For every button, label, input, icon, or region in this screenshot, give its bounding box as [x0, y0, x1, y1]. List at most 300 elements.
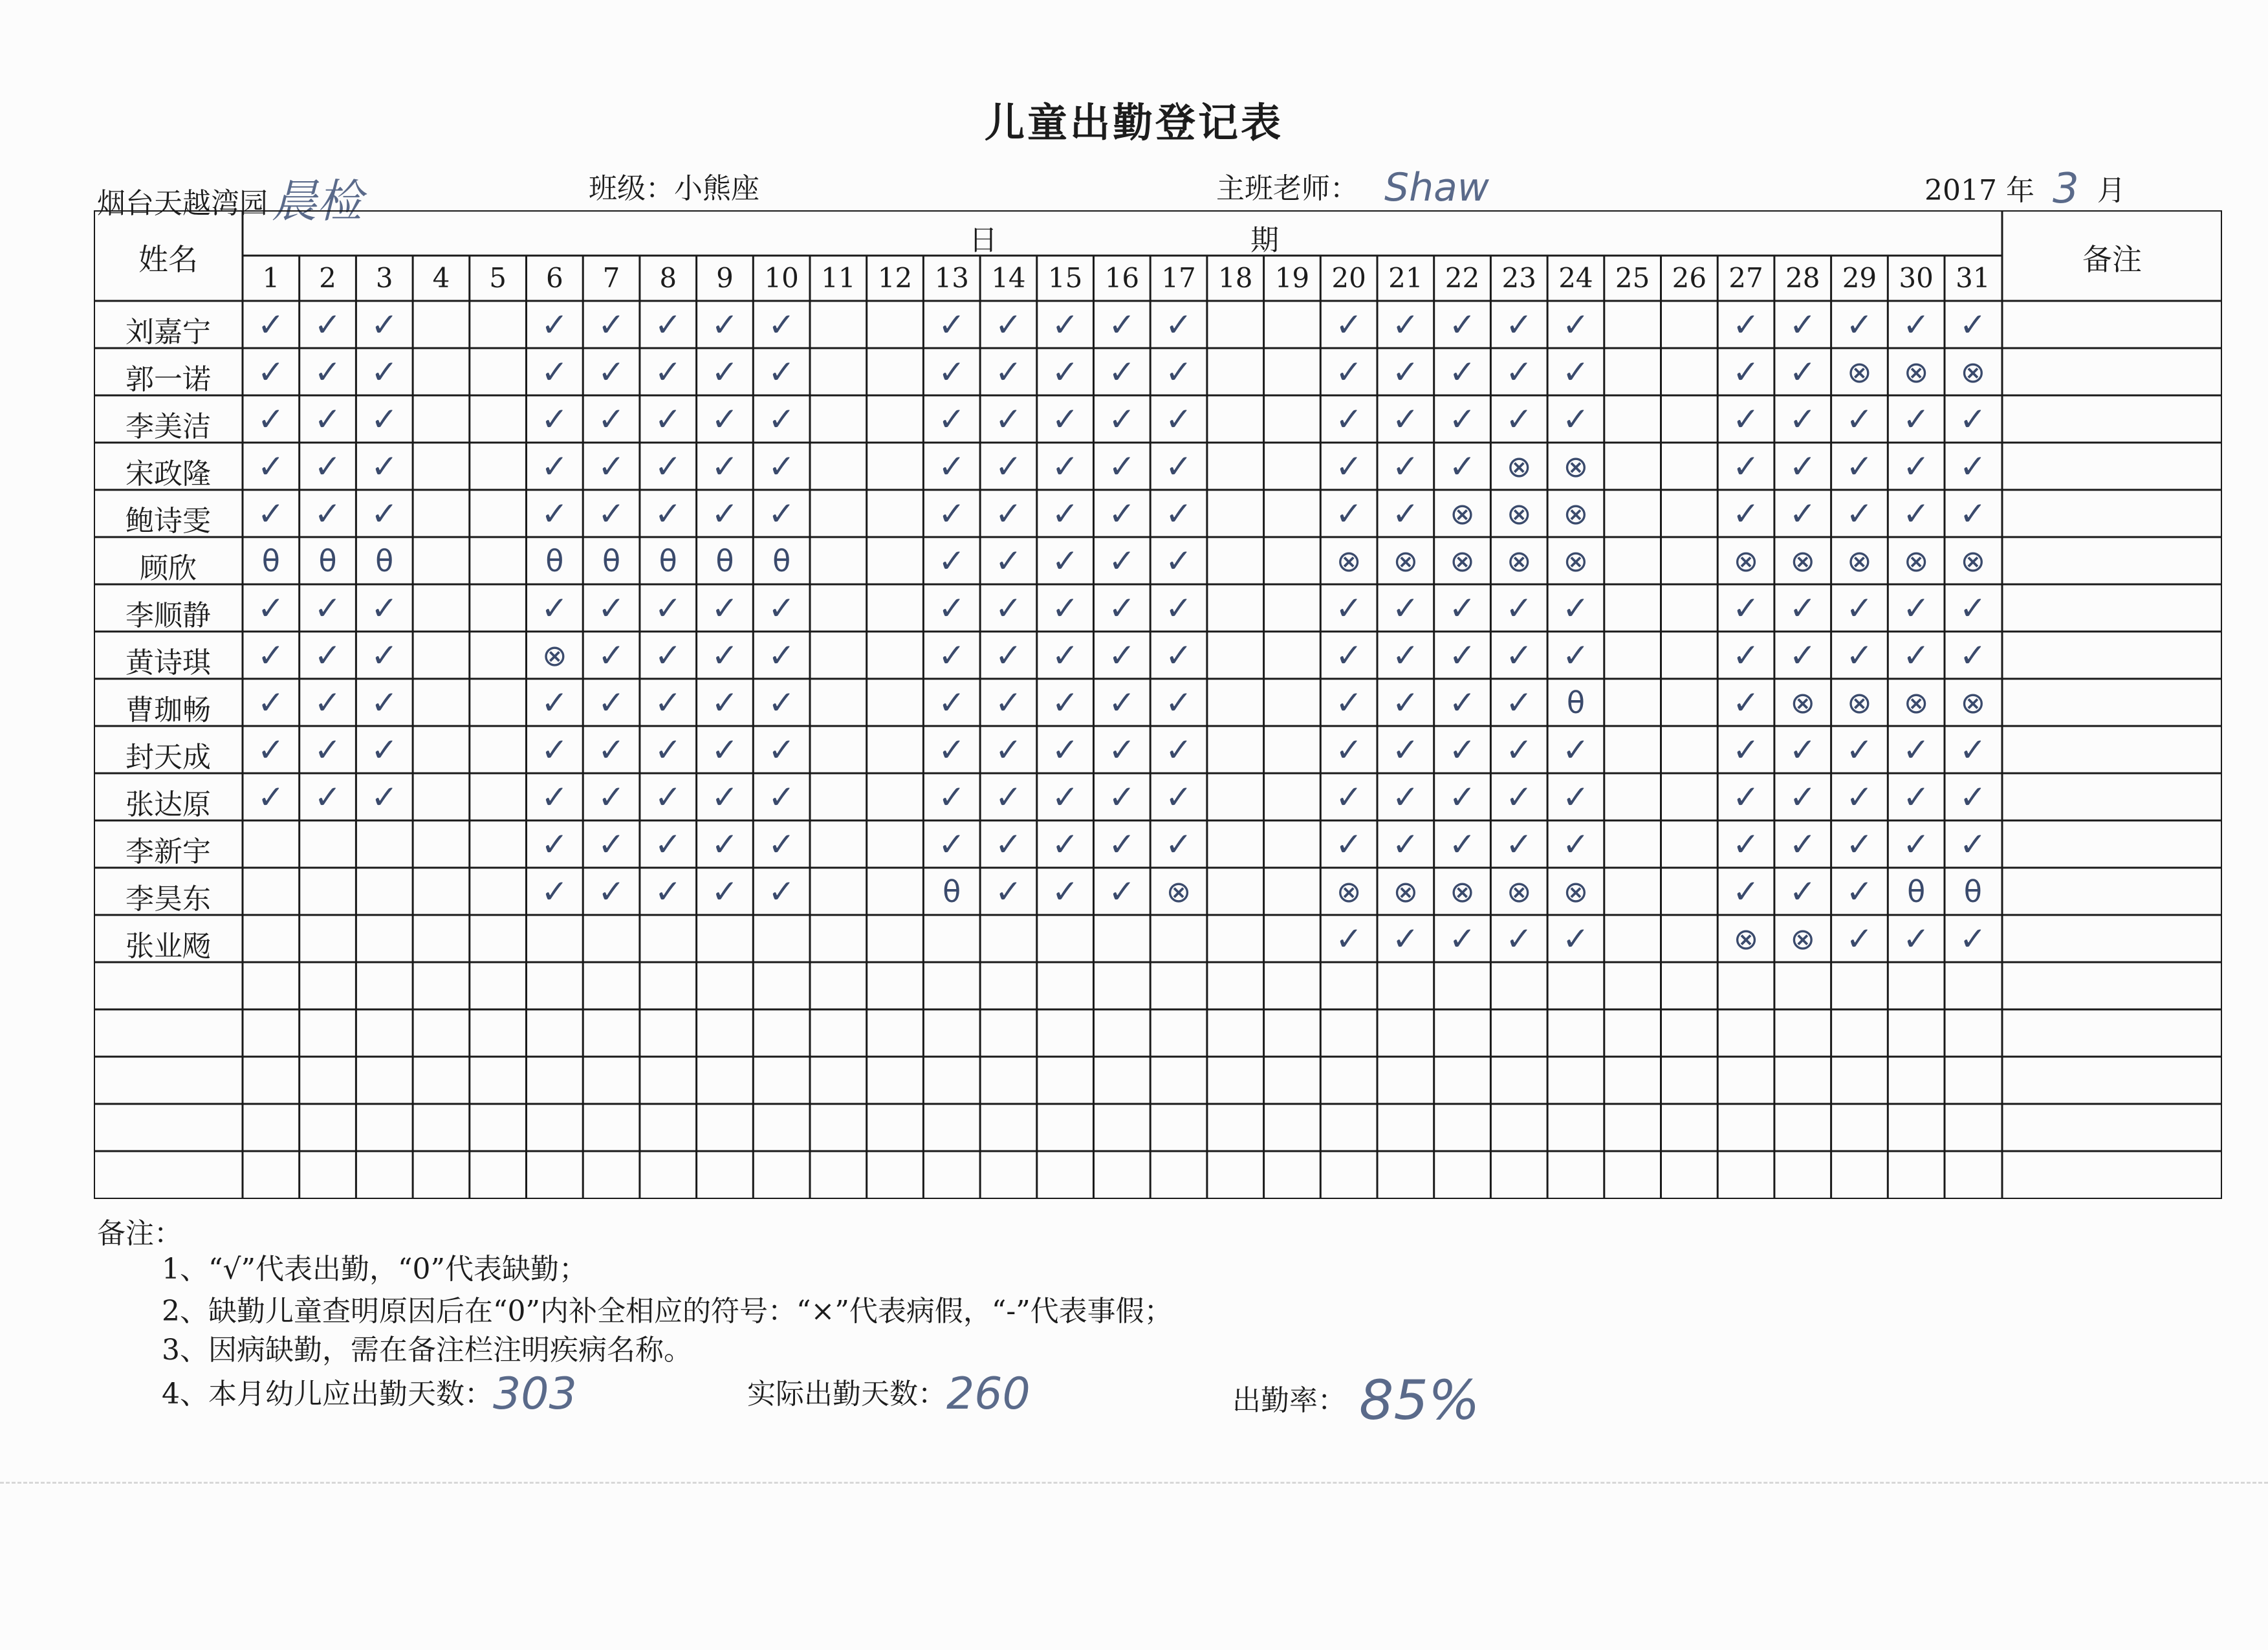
absent-circle-icon: θ [375, 544, 394, 578]
day-number-24: 24 [1558, 262, 1593, 294]
sick-leave-x-icon: ⊗ [1733, 921, 1759, 956]
sick-leave-x-icon: ⊗ [1960, 355, 1986, 390]
student-name: 鲍诗雯 [125, 505, 211, 538]
present-check-icon: ✓ [1108, 873, 1136, 910]
present-check-icon: ✓ [541, 495, 569, 533]
sick-leave-x-icon: ⊗ [1393, 874, 1419, 909]
present-check-icon: ✓ [938, 637, 966, 674]
present-check-icon: ✓ [1335, 495, 1363, 533]
present-check-icon: ✓ [1108, 684, 1136, 721]
present-check-icon: ✓ [994, 637, 1022, 674]
present-check-icon: ✓ [768, 495, 796, 533]
day-number-15: 15 [1047, 262, 1083, 294]
present-check-icon: ✓ [1732, 826, 1760, 863]
absent-circle-icon: θ [1963, 874, 1982, 909]
present-check-icon: ✓ [598, 826, 625, 863]
present-check-icon: ✓ [541, 353, 569, 391]
present-check-icon: ✓ [1108, 637, 1136, 674]
present-check-icon: ✓ [938, 353, 966, 391]
present-check-icon: ✓ [654, 353, 682, 391]
present-check-icon: ✓ [257, 495, 285, 533]
present-check-icon: ✓ [994, 684, 1022, 721]
student-name: 曹珈畅 [125, 694, 211, 727]
present-check-icon: ✓ [1108, 448, 1136, 485]
student-name: 李昊东 [125, 883, 211, 916]
present-check-icon: ✓ [1505, 778, 1533, 816]
present-check-icon: ✓ [1165, 684, 1192, 721]
expected-days-value: 303 [493, 1369, 577, 1420]
present-check-icon: ✓ [1903, 495, 1930, 533]
present-check-icon: ✓ [1335, 778, 1363, 816]
absent-circle-icon: θ [602, 544, 621, 578]
present-check-icon: ✓ [541, 306, 569, 344]
day-number-11: 11 [821, 262, 856, 294]
present-check-icon: ✓ [1165, 731, 1192, 769]
sick-leave-x-icon: ⊗ [1506, 496, 1532, 531]
present-check-icon: ✓ [654, 826, 682, 863]
notes-heading: 备注： [97, 1217, 182, 1250]
present-check-icon: ✓ [1789, 495, 1816, 533]
sick-leave-x-icon: ⊗ [1393, 544, 1419, 578]
name-header: 姓名 [138, 242, 198, 277]
present-check-icon: ✓ [598, 731, 625, 769]
teacher-label: 主班老师： [1216, 172, 1358, 205]
present-check-icon: ✓ [1448, 448, 1476, 485]
day-number-30: 30 [1899, 262, 1934, 294]
present-check-icon: ✓ [257, 401, 285, 438]
present-check-icon: ✓ [768, 826, 796, 863]
present-check-icon: ✓ [1846, 778, 1873, 816]
present-check-icon: ✓ [1448, 778, 1476, 816]
present-check-icon: ✓ [1789, 306, 1816, 344]
present-check-icon: ✓ [1108, 826, 1136, 863]
present-check-icon: ✓ [1959, 306, 1987, 344]
present-check-icon: ✓ [1903, 448, 1930, 485]
present-check-icon: ✓ [1846, 826, 1873, 863]
present-check-icon: ✓ [1165, 542, 1192, 580]
present-check-icon: ✓ [1165, 826, 1192, 863]
present-check-icon: ✓ [598, 589, 625, 627]
present-check-icon: ✓ [314, 731, 342, 769]
date-field [1925, 165, 2126, 213]
sick-leave-x-icon: ⊗ [1563, 496, 1589, 531]
student-name: 黄诗琪 [125, 646, 211, 679]
present-check-icon: ✓ [1108, 306, 1136, 344]
present-check-icon: ✓ [541, 873, 569, 910]
day-number-23: 23 [1501, 262, 1536, 294]
present-check-icon: ✓ [257, 448, 285, 485]
present-check-icon: ✓ [314, 589, 342, 627]
present-check-icon: ✓ [1789, 873, 1816, 910]
day-number-28: 28 [1785, 262, 1820, 294]
sick-leave-x-icon: ⊗ [1790, 544, 1815, 578]
present-check-icon: ✓ [1846, 589, 1873, 627]
sick-leave-x-icon: ⊗ [1790, 685, 1815, 720]
present-check-icon: ✓ [1051, 306, 1079, 344]
present-check-icon: ✓ [1959, 920, 1987, 958]
kindergarten-prefix: 烟台天越湾园 [97, 187, 268, 220]
present-check-icon: ✓ [711, 589, 739, 627]
present-check-icon: ✓ [1846, 306, 1873, 344]
sick-leave-x-icon: ⊗ [1336, 874, 1362, 909]
present-check-icon: ✓ [994, 826, 1022, 863]
present-check-icon: ✓ [1562, 637, 1589, 674]
present-check-icon: ✓ [768, 873, 796, 910]
present-check-icon: ✓ [314, 353, 342, 391]
present-check-icon: ✓ [598, 873, 625, 910]
present-check-icon: ✓ [1732, 778, 1760, 816]
present-check-icon: ✓ [1391, 684, 1419, 721]
present-check-icon: ✓ [1165, 353, 1192, 391]
day-number-12: 12 [877, 262, 913, 294]
present-check-icon: ✓ [1505, 353, 1533, 391]
sick-leave-x-icon: ⊗ [1847, 355, 1872, 390]
present-check-icon: ✓ [1108, 542, 1136, 580]
page-edge-divider [0, 1482, 2268, 1484]
absent-circle-icon: θ [659, 544, 677, 578]
present-check-icon: ✓ [598, 353, 625, 391]
sick-leave-x-icon: ⊗ [1450, 544, 1475, 578]
present-check-icon: ✓ [654, 495, 682, 533]
present-check-icon: ✓ [1505, 401, 1533, 438]
student-name: 张达原 [125, 788, 211, 821]
present-check-icon: ✓ [371, 401, 398, 438]
present-check-icon: ✓ [541, 401, 569, 438]
present-check-icon: ✓ [1391, 448, 1419, 485]
student-name: 李美洁 [125, 410, 211, 443]
present-check-icon: ✓ [1959, 826, 1987, 863]
present-check-icon: ✓ [257, 637, 285, 674]
present-check-icon: ✓ [1051, 637, 1079, 674]
present-check-icon: ✓ [371, 353, 398, 391]
present-check-icon: ✓ [1505, 731, 1533, 769]
attendance-rate [1232, 1369, 1480, 1432]
present-check-icon: ✓ [1051, 778, 1079, 816]
day-number-19: 19 [1274, 262, 1310, 294]
actual-days-label: 实际出勤天数： [747, 1378, 946, 1411]
present-check-icon: ✓ [938, 731, 966, 769]
sick-leave-x-icon: ⊗ [542, 638, 567, 673]
day-number-22: 22 [1445, 262, 1480, 294]
present-check-icon: ✓ [1562, 306, 1589, 344]
attendance-rate-label: 出勤率： [1232, 1384, 1346, 1417]
present-check-icon: ✓ [654, 637, 682, 674]
present-check-icon: ✓ [1505, 637, 1533, 674]
absent-circle-icon: θ [261, 544, 280, 578]
year: 2017 [1925, 174, 1997, 207]
present-check-icon: ✓ [654, 306, 682, 344]
sick-leave-x-icon: ⊗ [1506, 874, 1532, 909]
present-check-icon: ✓ [1051, 684, 1079, 721]
present-check-icon: ✓ [314, 306, 342, 344]
present-check-icon: ✓ [654, 873, 682, 910]
present-check-icon: ✓ [1732, 495, 1760, 533]
present-check-icon: ✓ [1335, 684, 1363, 721]
absent-circle-icon: θ [1907, 874, 1926, 909]
present-check-icon: ✓ [1789, 637, 1816, 674]
present-check-icon: ✓ [1391, 495, 1419, 533]
present-check-icon: ✓ [598, 448, 625, 485]
present-check-icon: ✓ [994, 731, 1022, 769]
present-check-icon: ✓ [1846, 448, 1873, 485]
present-check-icon: ✓ [711, 826, 739, 863]
present-check-icon: ✓ [994, 401, 1022, 438]
day-number-14: 14 [991, 262, 1026, 294]
present-check-icon: ✓ [1391, 401, 1419, 438]
student-name: 封天成 [125, 741, 211, 774]
day-number-1: 1 [262, 262, 280, 294]
present-check-icon: ✓ [1051, 353, 1079, 391]
present-check-icon: ✓ [1903, 920, 1930, 958]
present-check-icon: ✓ [598, 684, 625, 721]
year-unit: 年 [2005, 174, 2034, 207]
day-number-7: 7 [602, 262, 620, 294]
present-check-icon: ✓ [541, 684, 569, 721]
present-check-icon: ✓ [711, 684, 739, 721]
present-check-icon: ✓ [1448, 684, 1476, 721]
class-label: 班级：小熊座 [589, 172, 759, 205]
present-check-icon: ✓ [1732, 684, 1760, 721]
present-check-icon: ✓ [314, 495, 342, 533]
day-number-3: 3 [375, 262, 393, 294]
present-check-icon: ✓ [1335, 448, 1363, 485]
student-name: 刘嘉宁 [125, 316, 211, 349]
present-check-icon: ✓ [1959, 589, 1987, 627]
present-check-icon: ✓ [1051, 826, 1079, 863]
present-check-icon: ✓ [1562, 920, 1589, 958]
present-check-icon: ✓ [1562, 353, 1589, 391]
present-check-icon: ✓ [1505, 306, 1533, 344]
student-name: 郭一诺 [125, 363, 211, 396]
present-check-icon: ✓ [314, 684, 342, 721]
present-check-icon: ✓ [1789, 778, 1816, 816]
present-check-icon: ✓ [1903, 306, 1930, 344]
present-check-icon: ✓ [711, 637, 739, 674]
present-check-icon: ✓ [314, 401, 342, 438]
present-check-icon: ✓ [1391, 920, 1419, 958]
present-check-icon: ✓ [768, 684, 796, 721]
present-check-icon: ✓ [1165, 401, 1192, 438]
present-check-icon: ✓ [314, 448, 342, 485]
present-check-icon: ✓ [1391, 778, 1419, 816]
day-number-10: 10 [764, 262, 799, 294]
day-number-31: 31 [1956, 262, 1990, 294]
sick-leave-x-icon: ⊗ [1506, 449, 1532, 484]
present-check-icon: ✓ [541, 778, 569, 816]
present-check-icon: ✓ [1165, 637, 1192, 674]
present-check-icon: ✓ [1448, 589, 1476, 627]
present-check-icon: ✓ [371, 778, 398, 816]
present-check-icon: ✓ [1051, 401, 1079, 438]
present-check-icon: ✓ [1732, 873, 1760, 910]
day-number-26: 26 [1672, 262, 1707, 294]
present-check-icon: ✓ [711, 353, 739, 391]
sick-leave-x-icon: ⊗ [1506, 544, 1532, 578]
sick-leave-x-icon: ⊗ [1790, 921, 1815, 956]
day-number-5: 5 [489, 262, 507, 294]
present-check-icon: ✓ [1051, 589, 1079, 627]
present-check-icon: ✓ [1391, 353, 1419, 391]
sick-leave-x-icon: ⊗ [1903, 355, 1929, 390]
absent-circle-icon: θ [318, 544, 337, 578]
day-number-2: 2 [319, 262, 336, 294]
kindergarten-handwritten: 晨检 [272, 175, 362, 228]
present-check-icon: ✓ [1448, 401, 1476, 438]
present-check-icon: ✓ [598, 401, 625, 438]
present-check-icon: ✓ [1505, 589, 1533, 627]
teacher-field [1216, 165, 1489, 210]
present-check-icon: ✓ [654, 684, 682, 721]
present-check-icon: ✓ [1391, 306, 1419, 344]
note-3: 3、因病缺勤，需在备注栏注明疾病名称。 [162, 1334, 692, 1367]
present-check-icon: ✓ [654, 778, 682, 816]
form-title: 儿童出勤登记表 [984, 99, 1283, 146]
present-check-icon: ✓ [1335, 306, 1363, 344]
present-check-icon: ✓ [1108, 778, 1136, 816]
present-check-icon: ✓ [654, 731, 682, 769]
day-number-9: 9 [716, 262, 734, 294]
present-check-icon: ✓ [1959, 637, 1987, 674]
present-check-icon: ✓ [768, 401, 796, 438]
present-check-icon: ✓ [541, 826, 569, 863]
present-check-icon: ✓ [654, 448, 682, 485]
present-check-icon: ✓ [1789, 353, 1816, 391]
present-check-icon: ✓ [1391, 731, 1419, 769]
day-number-27: 27 [1728, 262, 1763, 294]
day-number-25: 25 [1615, 262, 1650, 294]
present-check-icon: ✓ [654, 589, 682, 627]
present-check-icon: ✓ [1903, 826, 1930, 863]
sick-leave-x-icon: ⊗ [1847, 685, 1872, 720]
present-check-icon: ✓ [1335, 826, 1363, 863]
present-check-icon: ✓ [1391, 589, 1419, 627]
present-check-icon: ✓ [1903, 731, 1930, 769]
present-check-icon: ✓ [257, 306, 285, 344]
sick-leave-x-icon: ⊗ [1563, 874, 1589, 909]
note-4 [162, 1369, 577, 1420]
present-check-icon: ✓ [371, 731, 398, 769]
present-check-icon: ✓ [938, 684, 966, 721]
absent-circle-icon: θ [715, 544, 734, 578]
present-check-icon: ✓ [1562, 826, 1589, 863]
present-check-icon: ✓ [1505, 826, 1533, 863]
month-unit: 月 [2097, 174, 2126, 207]
present-check-icon: ✓ [768, 731, 796, 769]
month-handwritten: 3 [2052, 165, 2079, 213]
present-check-icon: ✓ [994, 589, 1022, 627]
present-check-icon: ✓ [1505, 920, 1533, 958]
present-check-icon: ✓ [541, 589, 569, 627]
present-check-icon: ✓ [1562, 731, 1589, 769]
present-check-icon: ✓ [1562, 401, 1589, 438]
present-check-icon: ✓ [711, 873, 739, 910]
absent-circle-icon: θ [943, 874, 961, 909]
present-check-icon: ✓ [371, 589, 398, 627]
present-check-icon: ✓ [994, 542, 1022, 580]
present-check-icon: ✓ [711, 306, 739, 344]
present-check-icon: ✓ [1789, 401, 1816, 438]
present-check-icon: ✓ [1448, 637, 1476, 674]
present-check-icon: ✓ [371, 637, 398, 674]
present-check-icon: ✓ [1335, 637, 1363, 674]
present-check-icon: ✓ [541, 448, 569, 485]
present-check-icon: ✓ [1903, 401, 1930, 438]
present-check-icon: ✓ [768, 778, 796, 816]
present-check-icon: ✓ [768, 589, 796, 627]
present-check-icon: ✓ [598, 306, 625, 344]
present-check-icon: ✓ [994, 873, 1022, 910]
present-check-icon: ✓ [1846, 637, 1873, 674]
present-check-icon: ✓ [1051, 495, 1079, 533]
present-check-icon: ✓ [598, 637, 625, 674]
date-header-ri: 日 [969, 224, 998, 257]
present-check-icon: ✓ [711, 731, 739, 769]
remarks-header: 备注 [2082, 242, 2142, 277]
absent-circle-icon: θ [772, 544, 791, 578]
student-name: 顾欣 [140, 552, 197, 585]
present-check-icon: ✓ [1789, 826, 1816, 863]
present-check-icon: ✓ [994, 353, 1022, 391]
present-check-icon: ✓ [1448, 306, 1476, 344]
sick-leave-x-icon: ⊗ [1336, 544, 1362, 578]
student-name: 宋政隆 [125, 457, 211, 490]
present-check-icon: ✓ [1959, 401, 1987, 438]
present-check-icon: ✓ [1789, 589, 1816, 627]
present-check-icon: ✓ [768, 353, 796, 391]
present-check-icon: ✓ [654, 401, 682, 438]
present-check-icon: ✓ [1108, 589, 1136, 627]
present-check-icon: ✓ [1732, 401, 1760, 438]
present-check-icon: ✓ [994, 495, 1022, 533]
present-check-icon: ✓ [371, 448, 398, 485]
present-check-icon: ✓ [1448, 353, 1476, 391]
teacher-handwritten: Shaw [1384, 165, 1489, 210]
present-check-icon: ✓ [1959, 495, 1987, 533]
present-check-icon: ✓ [768, 637, 796, 674]
present-check-icon: ✓ [1846, 401, 1873, 438]
present-check-icon: ✓ [1335, 401, 1363, 438]
absent-circle-icon: θ [545, 544, 564, 578]
present-check-icon: ✓ [1732, 306, 1760, 344]
sick-leave-x-icon: ⊗ [1166, 874, 1192, 909]
student-name: 李顺静 [125, 599, 211, 632]
day-number-29: 29 [1842, 262, 1877, 294]
present-check-icon: ✓ [257, 589, 285, 627]
present-check-icon: ✓ [938, 778, 966, 816]
present-check-icon: ✓ [1448, 731, 1476, 769]
present-check-icon: ✓ [994, 448, 1022, 485]
present-check-icon: ✓ [1846, 731, 1873, 769]
present-check-icon: ✓ [994, 306, 1022, 344]
present-check-icon: ✓ [1051, 873, 1079, 910]
day-number-21: 21 [1388, 262, 1423, 294]
present-check-icon: ✓ [1165, 589, 1192, 627]
present-check-icon: ✓ [1108, 495, 1136, 533]
present-check-icon: ✓ [1846, 920, 1873, 958]
present-check-icon: ✓ [1732, 448, 1760, 485]
present-check-icon: ✓ [598, 778, 625, 816]
present-check-icon: ✓ [938, 448, 966, 485]
present-check-icon: ✓ [1108, 401, 1136, 438]
sick-leave-x-icon: ⊗ [1903, 685, 1929, 720]
present-check-icon: ✓ [1335, 731, 1363, 769]
sick-leave-x-icon: ⊗ [1733, 544, 1759, 578]
day-number-17: 17 [1161, 262, 1196, 294]
present-check-icon: ✓ [1789, 448, 1816, 485]
note-1: 1、“√”代表出勤，“0”代表缺勤； [162, 1253, 588, 1286]
present-check-icon: ✓ [1165, 495, 1192, 533]
present-check-icon: ✓ [1732, 353, 1760, 391]
